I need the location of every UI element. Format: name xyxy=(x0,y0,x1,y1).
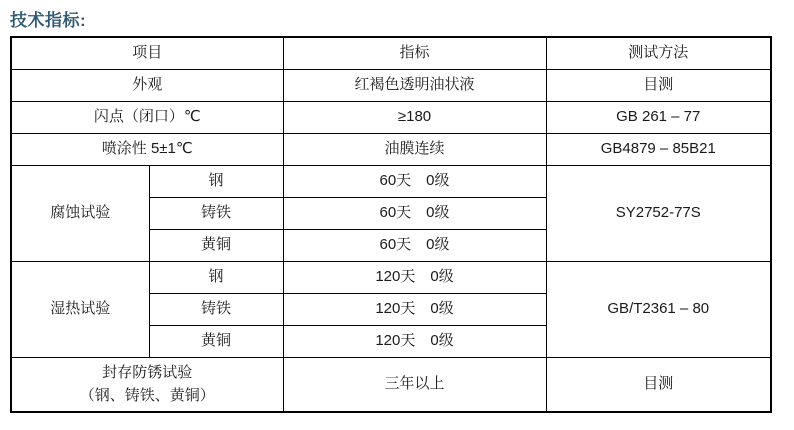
cell-corrosion-brass-material: 黄铜 xyxy=(149,229,283,261)
cell-appearance-indicator: 红褐色透明油状液 xyxy=(283,69,546,101)
cell-damp-heat-cast-iron-result: 120天 0级 xyxy=(283,293,546,325)
table-row-damp-heat-steel xyxy=(11,261,771,293)
cell-damp-heat-brass-result: 120天 0级 xyxy=(283,325,546,357)
table-header-row xyxy=(11,37,771,69)
cell-sprayability-indicator: 油膜连续 xyxy=(283,133,546,165)
table-row-sealed-rust xyxy=(11,357,771,412)
header-cell-item: 项目 xyxy=(11,37,283,69)
header-cell-method: 测试方法 xyxy=(546,37,771,69)
cell-appearance-item: 外观 xyxy=(11,69,283,101)
cell-damp-heat-brass-material: 黄铜 xyxy=(149,325,283,357)
cell-damp-heat-method: GB/T2361 – 80 xyxy=(546,261,771,357)
spec-table xyxy=(10,36,772,413)
cell-damp-heat-steel-result: 120天 0级 xyxy=(283,261,546,293)
cell-sealed-rust-indicator: 三年以上 xyxy=(283,357,546,412)
cell-corrosion-brass-result: 60天 0级 xyxy=(283,229,546,261)
cell-corrosion-cast-iron-material: 铸铁 xyxy=(149,197,283,229)
table-row-flash-point xyxy=(11,101,771,133)
cell-sealed-rust-item xyxy=(11,357,283,412)
cell-sealed-rust-item-line2: （钢、铸铁、黄铜） xyxy=(79,387,215,405)
cell-corrosion-cast-iron-result: 60天 0级 xyxy=(283,197,546,229)
cell-flash-point-indicator: ≥180 xyxy=(283,101,546,133)
page-title: 技术指标: xyxy=(10,11,87,30)
header-cell-indicator: 指标 xyxy=(283,37,546,69)
cell-corrosion-steel-result: 60天 0级 xyxy=(283,165,546,197)
cell-flash-point-item: 闪点（闭口）℃ xyxy=(11,101,283,133)
cell-flash-point-method: GB 261 – 77 xyxy=(546,101,771,133)
cell-sealed-rust-item-line1: 封存防锈试验 xyxy=(102,364,193,381)
cell-corrosion-group: 腐蚀试验 xyxy=(11,165,149,261)
table-row-sprayability xyxy=(11,133,771,165)
cell-sprayability-method: GB4879 – 85B21 xyxy=(546,133,771,165)
cell-appearance-method: 目测 xyxy=(546,69,771,101)
cell-damp-heat-steel-material: 钢 xyxy=(149,261,283,293)
cell-corrosion-steel-material: 钢 xyxy=(149,165,283,197)
cell-sprayability-item: 喷涂性 5±1℃ xyxy=(11,133,283,165)
cell-damp-heat-group: 湿热试验 xyxy=(11,261,149,357)
cell-damp-heat-cast-iron-material: 铸铁 xyxy=(149,293,283,325)
cell-sealed-rust-method: 目测 xyxy=(546,357,771,412)
table-row-appearance xyxy=(11,69,771,101)
cell-corrosion-method: SY2752-77S xyxy=(546,165,771,261)
table-row-corrosion-steel xyxy=(11,165,771,197)
